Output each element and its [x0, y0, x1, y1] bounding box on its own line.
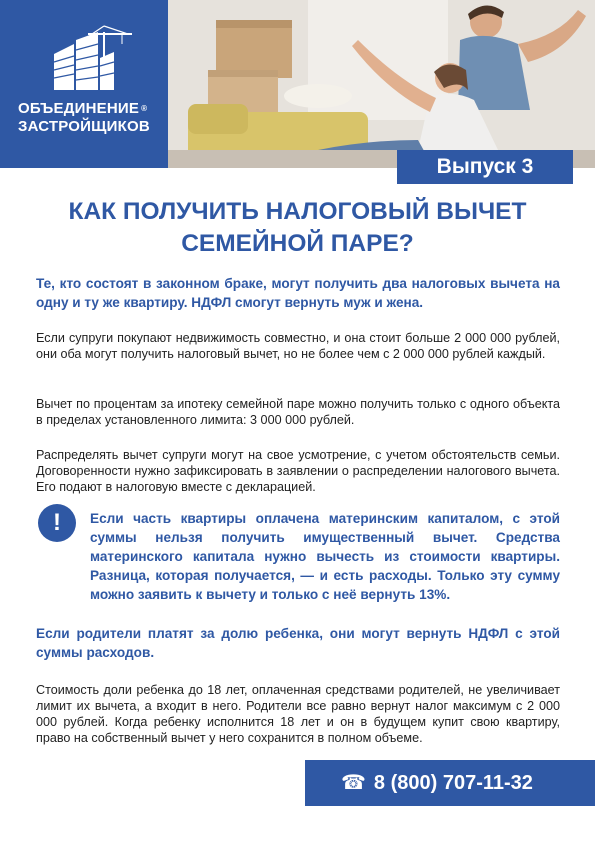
- registered-mark: ®: [141, 104, 148, 113]
- title-line2: СЕМЕЙНОЙ ПАРЕ?: [181, 230, 414, 257]
- logo-line1: ОБЪЕДИНЕНИЕ: [18, 100, 140, 117]
- paragraph-mortgage-interest: Вычет по процентам за ипотеку семейной паре можно получить только с одного объекта в пределах установленного лимита: 3 000 000 рублей.: [36, 397, 560, 427]
- hero-photo: [168, 0, 595, 168]
- lead-paragraph: Те, кто состоят в законном браке, могут получить два налоговых вычета на одну и ту же квартиру. НДФЛ смогут вернуть муж и жена.: [36, 276, 560, 310]
- phone-bar[interactable]: [305, 760, 595, 806]
- phone-icon: ☎: [341, 772, 366, 794]
- logo-line2: ЗАСТРОЙЩИКОВ: [18, 118, 150, 135]
- paragraph-distribution: Распределять вычет супруги могут на свое усмотрение, с учетом обстоятельств семьи. Договоренности нужно зафиксировать в заявлении о распределении налогового вычета. Его подают в налоговую вместе с декларацией.: [36, 448, 560, 494]
- header: [0, 0, 595, 168]
- building-crane-logo-icon: [48, 24, 132, 94]
- phone-number[interactable]: 8 (800) 707-11-32: [373, 772, 533, 794]
- page-title: [20, 196, 575, 260]
- logo-text: [18, 100, 150, 136]
- exclamation-icon: !: [38, 504, 76, 542]
- alert-maternity-capital: Если часть квартиры оплачена материнским капиталом, с этой суммы нельзя получить имущественный вычет. Средства материнского капитала нужно вычесть из стоимости квартиры. Разница, которая получается, — и есть расходы. Только эту сумму можно заявить к вычету и только с неё вернуть 13%.: [90, 511, 560, 602]
- logo-block: [0, 0, 168, 168]
- couple-moving-photo: [168, 0, 595, 168]
- paragraph-child-share: Стоимость доли ребенка до 18 лет, оплаченная средствами родителей, не увеличивает лимит их вычета, а входит в него. Родители все равно вернут налог максимум с 2 000 000 рублей. Когда ребенку исполнится 18 лет и он в будущем купит свою квартиру, право на собственный вычет у него сохранится в полном объеме.: [36, 683, 560, 745]
- paragraph-joint-purchase: Если супруги покупают недвижимость совместно, и она стоит больше 2 000 000 рублей, они оба могут получить налоговый вычет, но не более чем с 2 000 000 рублей каждый.: [36, 331, 560, 361]
- lead-child-share: Если родители платят за долю ребенка, они могут вернуть НДФЛ с этой суммы расходов.: [36, 626, 560, 660]
- title-line1: КАК ПОЛУЧИТЬ НАЛОГОВЫЙ ВЫЧЕТ: [68, 198, 527, 225]
- issue-badge: Выпуск 3: [397, 150, 573, 184]
